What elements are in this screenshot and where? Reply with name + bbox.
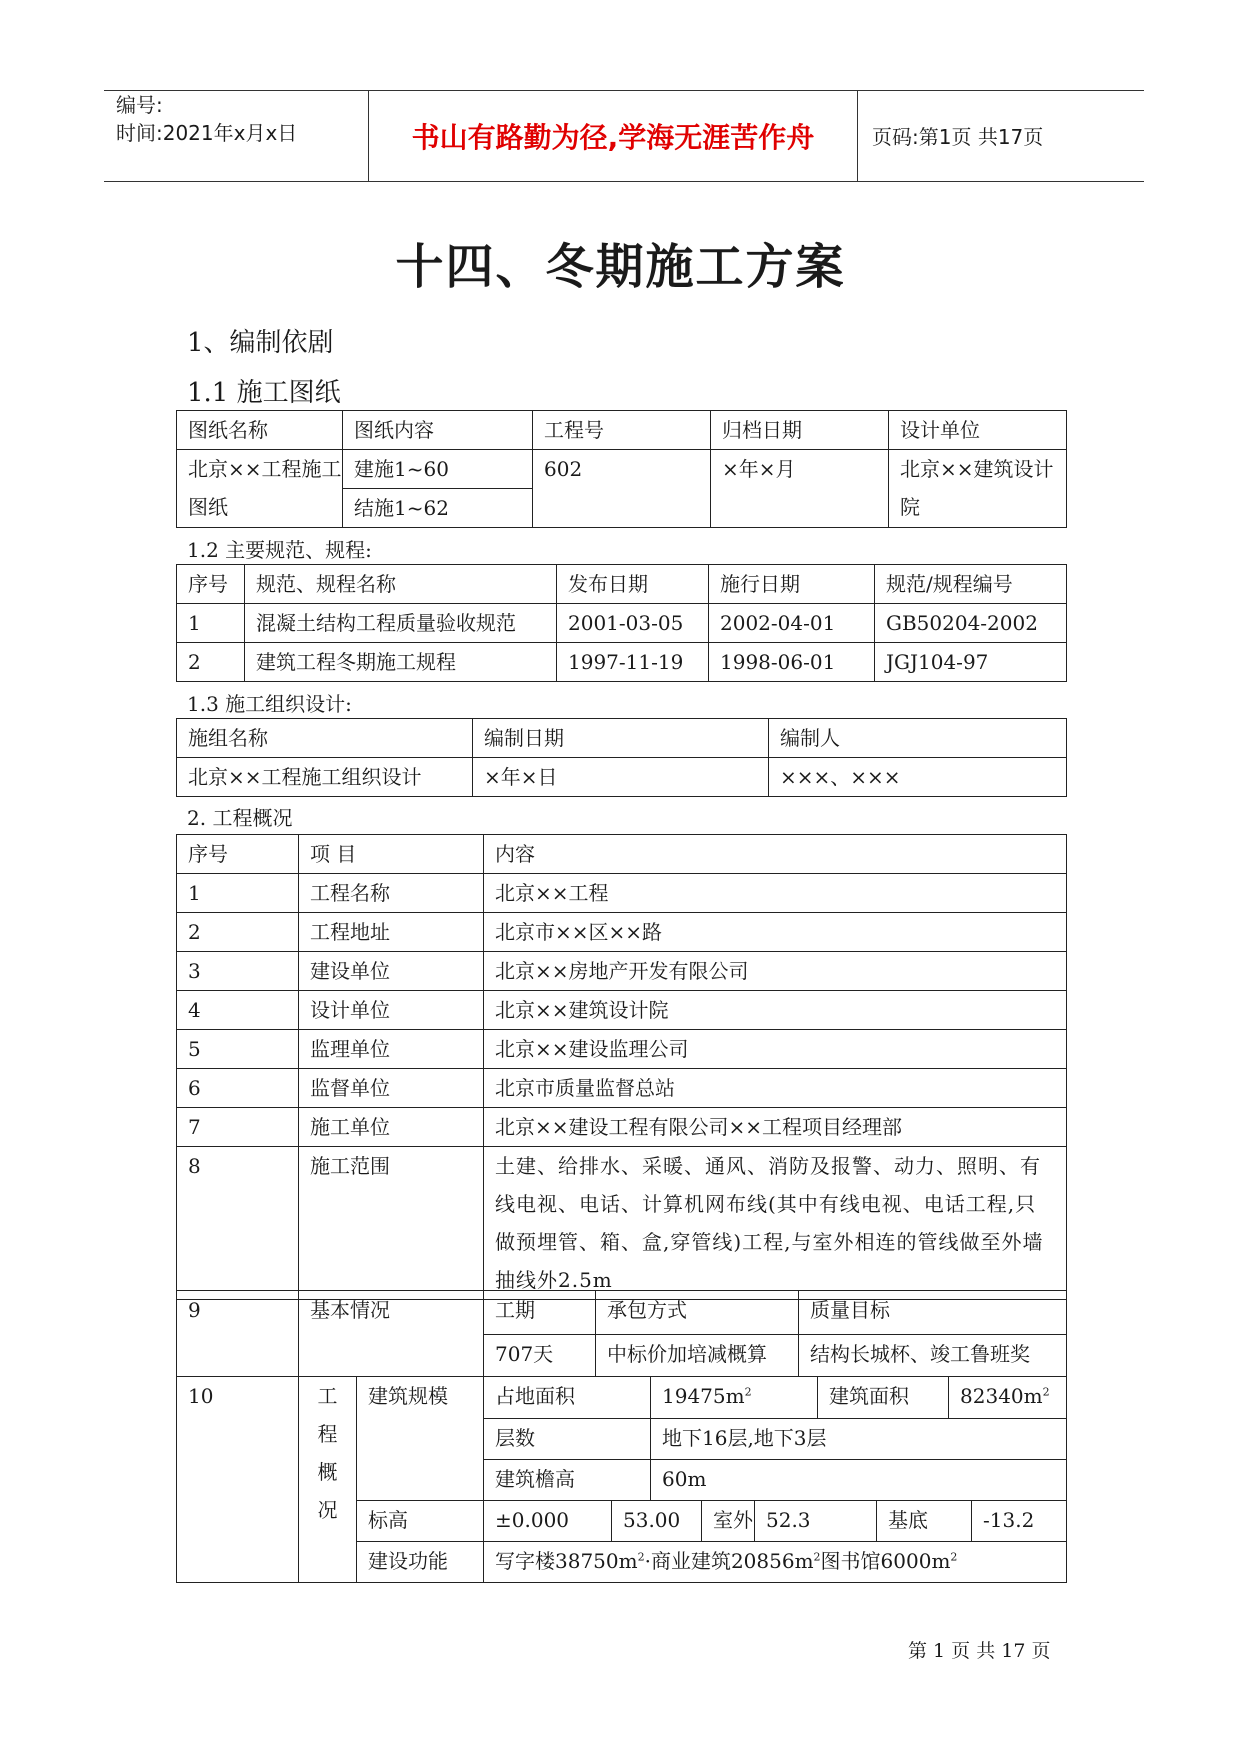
area-unit-sup: 2 xyxy=(1042,1385,1050,1399)
function-cell xyxy=(484,1542,1067,1583)
area-unit-sup: 2 xyxy=(813,1550,821,1564)
function-office: 写字楼38750m xyxy=(495,1549,638,1573)
header-divider-left xyxy=(368,90,369,182)
table-cell: 2 xyxy=(177,643,245,682)
table-cell: 工程地址 xyxy=(299,913,484,952)
table-header: 设计单位 xyxy=(889,411,1067,450)
table-cell: 1997-11-19 xyxy=(557,643,709,682)
table-header: 内容 xyxy=(484,835,1067,874)
org-table xyxy=(176,718,1067,797)
vlabel-char: 程 xyxy=(317,1422,338,1446)
table-cell: 北京××建设工程有限公司××工程项目经理部 xyxy=(484,1108,1067,1147)
page-title: 十四、冬期施工方案 xyxy=(395,239,846,295)
table-row xyxy=(177,874,1067,913)
designer: 北京××建筑设计院 xyxy=(889,450,1067,528)
table-cell: 室外 xyxy=(702,1501,755,1542)
build-area: 82340m xyxy=(960,1384,1043,1408)
drawing-content: 建施1~60 xyxy=(343,450,533,489)
section1-sub2: 1.2 主要规范、规程: xyxy=(187,538,372,562)
archive-date: ×年×月 xyxy=(711,450,889,528)
section1-heading: 1、编制依剧 xyxy=(187,328,334,358)
table-cell: 7 xyxy=(177,1108,299,1147)
land-area-cell xyxy=(651,1377,818,1419)
table-cell: 60m xyxy=(651,1460,1067,1501)
table-header: 序号 xyxy=(177,565,245,604)
overview-vertical-label xyxy=(299,1377,357,1583)
table-cell: 建筑工程冬期施工规程 xyxy=(245,643,557,682)
table-cell: 北京市××区××路 xyxy=(484,913,1067,952)
area-unit-sup: 2 xyxy=(637,1550,645,1564)
table-row xyxy=(177,643,1067,682)
table-cell: -13.2 xyxy=(972,1501,1067,1542)
table-cell: 707天 xyxy=(484,1335,596,1377)
table-row xyxy=(177,1030,1067,1069)
section2-heading: 2. 工程概况 xyxy=(187,806,293,830)
table-cell: 承包方式 xyxy=(596,1291,799,1335)
table-cell: 施工单位 xyxy=(299,1108,484,1147)
land-area: 19475m xyxy=(662,1384,745,1408)
table-header: 项 目 xyxy=(299,835,484,874)
table-cell: 北京××房地产开发有限公司 xyxy=(484,952,1067,991)
section1-sub1: 1.1 施工图纸 xyxy=(187,378,341,408)
table-row xyxy=(177,1069,1067,1108)
table-cell: 北京××工程 xyxy=(484,874,1067,913)
table-cell: 建筑檐高 xyxy=(484,1460,651,1501)
table-cell: 1 xyxy=(177,604,245,643)
table-cell: 工期 xyxy=(484,1291,596,1335)
table-cell: 监督单位 xyxy=(299,1069,484,1108)
table-cell: GB50204-2002 xyxy=(875,604,1067,643)
area-unit-sup: 2 xyxy=(744,1385,752,1399)
table-cell: 北京××建设监理公司 xyxy=(484,1030,1067,1069)
header-top-rule xyxy=(104,90,1144,91)
table-cell: 北京市质量监督总站 xyxy=(484,1069,1067,1108)
drawing-name: 北京××工程施工图纸 xyxy=(177,450,343,528)
table-header: 发布日期 xyxy=(557,565,709,604)
table-cell: 工程名称 xyxy=(299,874,484,913)
table-row xyxy=(177,1108,1067,1147)
basic-table xyxy=(176,1290,1067,1377)
table-cell: 建筑规模 xyxy=(357,1377,484,1501)
time-label: 时间:2021年x月x日 xyxy=(116,121,298,145)
header-bottom-rule xyxy=(104,181,1144,182)
table-cell: 地下16层,地下3层 xyxy=(651,1419,1067,1460)
table-header: 规范/规程编号 xyxy=(875,565,1067,604)
table-cell: 占地面积 xyxy=(484,1377,651,1419)
header-divider-right xyxy=(857,90,858,182)
table-cell: 基底 xyxy=(877,1501,972,1542)
table-cell: 建筑面积 xyxy=(818,1377,949,1419)
table-header: 图纸内容 xyxy=(343,411,533,450)
table-row xyxy=(177,604,1067,643)
table-cell: 北京××工程施工组织设计 xyxy=(177,758,473,797)
table-row xyxy=(177,991,1067,1030)
vlabel-char: 况 xyxy=(317,1498,338,1522)
table-header: 图纸名称 xyxy=(177,411,343,450)
table-cell: 1998-06-01 xyxy=(709,643,875,682)
overview-table xyxy=(176,834,1067,1300)
table-cell: ×年×日 xyxy=(473,758,769,797)
table-header: 施行日期 xyxy=(709,565,875,604)
table-header: 归档日期 xyxy=(711,411,889,450)
table-cell: 52.3 xyxy=(755,1501,877,1542)
table-cell: 2 xyxy=(177,913,299,952)
table-row xyxy=(177,1147,1067,1300)
serial-label: 编号: xyxy=(116,93,163,117)
table-cell: 53.00 xyxy=(612,1501,702,1542)
drawings-table xyxy=(176,410,1067,528)
table-cell: 建设功能 xyxy=(357,1542,484,1583)
vlabel-char: 概 xyxy=(317,1460,338,1484)
table-row xyxy=(177,913,1067,952)
table-header: 编制日期 xyxy=(473,719,769,758)
table-cell: 设计单位 xyxy=(299,991,484,1030)
table-cell: 结构长城杯、竣工鲁班奖 xyxy=(799,1335,1067,1377)
table-cell: 建设单位 xyxy=(299,952,484,991)
table-cell: 1 xyxy=(177,874,299,913)
table-cell: 北京××建筑设计院 xyxy=(484,991,1067,1030)
table-cell: 2002-04-01 xyxy=(709,604,875,643)
table-cell: 6 xyxy=(177,1069,299,1108)
drawing-content: 结施1~62 xyxy=(343,489,533,528)
table-header: 序号 xyxy=(177,835,299,874)
codes-table xyxy=(176,564,1067,682)
table-cell: ±0.000 xyxy=(484,1501,612,1542)
page-footer: 第 1 页 共 17 页 xyxy=(908,1640,1051,1662)
table-row xyxy=(177,758,1067,797)
table-cell: 层数 xyxy=(484,1419,651,1460)
section1-sub3: 1.3 施工组织设计: xyxy=(187,692,352,716)
table-cell: 质量目标 xyxy=(799,1291,1067,1335)
table-cell: 5 xyxy=(177,1030,299,1069)
table-cell: 8 xyxy=(177,1147,299,1300)
table-cell: 9 xyxy=(177,1291,299,1377)
function-commercial: ·商业建筑20856m xyxy=(644,1549,814,1573)
build-area-cell xyxy=(949,1377,1067,1419)
table-cell: ×××、××× xyxy=(769,758,1067,797)
table-header: 施组名称 xyxy=(177,719,473,758)
table-row xyxy=(177,952,1067,991)
table-cell: 中标价加培减概算 xyxy=(596,1335,799,1377)
table-cell: 2001-03-05 xyxy=(557,604,709,643)
vlabel-char: 工 xyxy=(317,1384,338,1408)
table-cell: 3 xyxy=(177,952,299,991)
project-overview-table xyxy=(176,1376,1067,1583)
table-header: 规范、规程名称 xyxy=(245,565,557,604)
motto: 书山有路勤为径,学海无涯苦作舟 xyxy=(411,121,815,154)
project-number: 602 xyxy=(533,450,711,528)
table-cell: JGJ104-97 xyxy=(875,643,1067,682)
table-cell: 10 xyxy=(177,1377,299,1583)
table-cell: 混凝土结构工程质量验收规范 xyxy=(245,604,557,643)
table-cell: 监理单位 xyxy=(299,1030,484,1069)
table-cell: 标高 xyxy=(357,1501,484,1542)
table-header: 编制人 xyxy=(769,719,1067,758)
page-label: 页码:第1页 共17页 xyxy=(872,125,1044,149)
table-cell: 施工范围 xyxy=(299,1147,484,1300)
table-cell: 基本情况 xyxy=(299,1291,484,1377)
function-library: 图书馆6000m xyxy=(820,1549,951,1573)
scope-text: 土建、给排水、采暖、通风、消防及报警、动力、照明、有线电视、电话、计算机网布线(其中有线电视、电话工程,只做预埋管、箱、盒,穿管线)工程,与室外相连的管线做至外墙抽线外2.5m xyxy=(484,1147,1067,1300)
table-cell: 4 xyxy=(177,991,299,1030)
table-header: 工程号 xyxy=(533,411,711,450)
area-unit-sup: 2 xyxy=(950,1550,958,1564)
